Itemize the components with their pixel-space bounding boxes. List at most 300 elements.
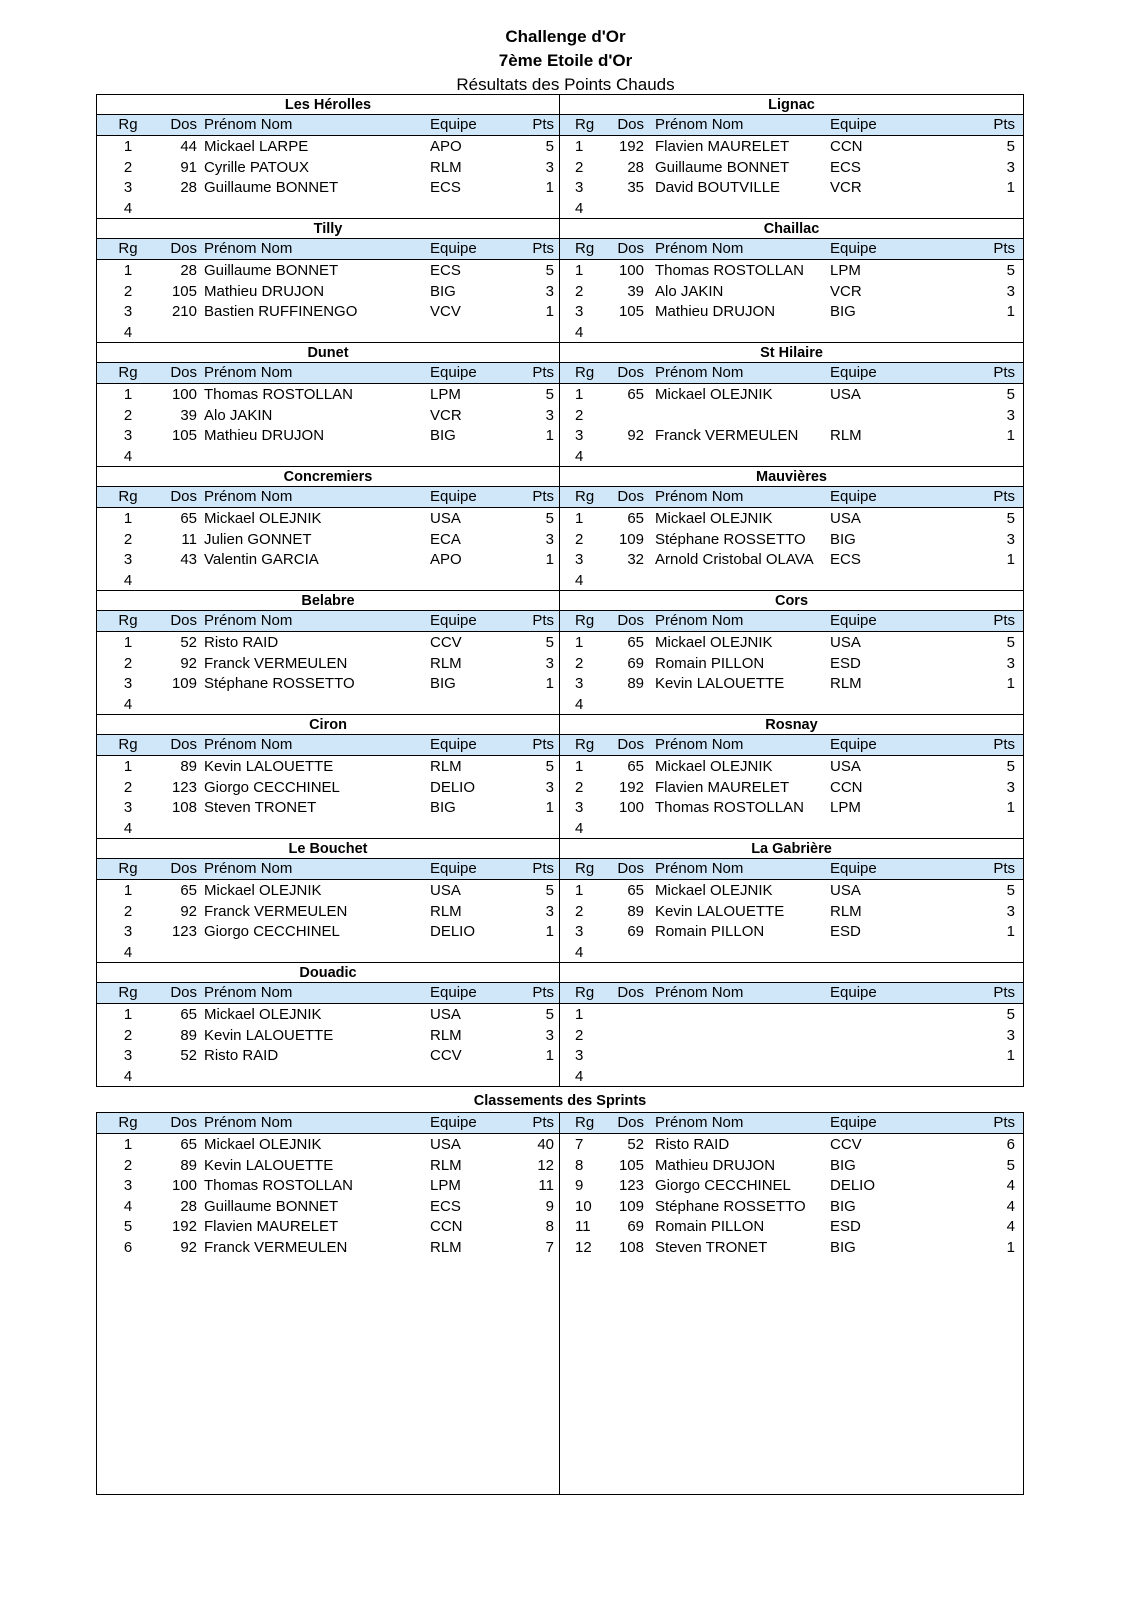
cell-nom: Thomas ROSTOLLAN <box>204 1177 353 1194</box>
stage-table <box>97 839 560 962</box>
cell-nom: Prénom Nom <box>204 612 293 629</box>
table-row <box>97 1066 559 1087</box>
cell-pts: Pts <box>532 116 554 133</box>
cell-dos: 123 <box>171 923 197 940</box>
stage-title: Les Hérolles <box>97 95 559 115</box>
cell-dos: 28 <box>627 158 644 176</box>
table-row <box>560 1045 1023 1066</box>
cell-rg: 4 <box>123 819 133 837</box>
table-row <box>560 529 1023 550</box>
cell-pts: 5 <box>1006 882 1015 899</box>
cell-rg: 1 <box>575 634 584 651</box>
cell-nom: Steven TRONET <box>204 799 317 816</box>
column-header-row <box>560 611 1023 632</box>
cell-rg: 1 <box>123 1136 133 1153</box>
column-header-row <box>97 239 559 260</box>
cell-eq: USA <box>830 634 861 651</box>
stage-table <box>97 591 560 714</box>
cell-nom: Franck VERMEULEN <box>655 427 799 444</box>
cell-eq: Equipe <box>830 240 877 257</box>
cell-eq: Equipe <box>830 860 877 877</box>
table-row <box>97 446 559 467</box>
column-header-row <box>560 487 1023 508</box>
stage-table <box>560 343 1023 466</box>
table-row <box>97 570 559 591</box>
column-header-row <box>560 363 1023 384</box>
cell-pts: 1 <box>1006 923 1015 940</box>
table-row <box>97 818 559 839</box>
cell-dos: 65 <box>627 510 644 527</box>
cell-dos: 65 <box>627 882 644 899</box>
cell-pts: 5 <box>545 882 554 899</box>
cell-dos: 11 <box>181 530 197 548</box>
stage-title <box>560 963 1023 983</box>
cell-rg: 2 <box>575 406 584 424</box>
cell-eq: ESD <box>830 923 861 940</box>
table-row <box>97 157 559 178</box>
cell-pts: Pts <box>532 240 554 257</box>
cell-dos: 39 <box>180 406 197 424</box>
table-row <box>560 1134 1023 1155</box>
cell-pts: 5 <box>1006 1006 1015 1023</box>
cell-rg: 3 <box>123 675 133 692</box>
table-row <box>97 1175 559 1196</box>
cell-dos: Dos <box>617 116 644 133</box>
cell-rg: 1 <box>123 510 133 527</box>
cell-pts: 3 <box>1006 530 1015 548</box>
table-row <box>560 942 1023 963</box>
cell-nom: Giorgo CECCHINEL <box>204 778 340 796</box>
cell-pts: 1 <box>545 179 554 196</box>
table-row <box>97 694 559 715</box>
stage-title: Belabre <box>97 591 559 611</box>
cell-dos: 35 <box>627 179 644 196</box>
cell-eq: Equipe <box>430 240 477 257</box>
stage-block <box>97 95 1023 219</box>
table-row <box>560 901 1023 922</box>
cell-nom: Risto RAID <box>204 634 279 651</box>
cell-eq: Equipe <box>430 116 477 133</box>
cell-pts: 1 <box>1006 799 1015 816</box>
cell-pts: 3 <box>1006 902 1015 920</box>
cell-dos: 91 <box>180 158 197 176</box>
stage-title: La Gabrière <box>560 839 1023 859</box>
cell-dos: 105 <box>618 1156 644 1174</box>
cell-rg: 4 <box>575 819 584 837</box>
stage-table <box>560 591 1023 714</box>
column-header-row <box>97 735 559 756</box>
cell-pts: 9 <box>545 1197 554 1215</box>
cell-eq: DELIO <box>430 923 476 940</box>
stage-table <box>560 219 1023 342</box>
table-row <box>97 384 559 405</box>
cell-pts: Pts <box>532 984 554 1001</box>
cell-eq: VCR <box>430 406 462 424</box>
cell-eq: ECS <box>430 1197 461 1215</box>
stage-block <box>97 467 1023 591</box>
cell-nom: Guillaume BONNET <box>655 158 790 176</box>
cell-pts: Pts <box>993 488 1015 505</box>
table-row <box>560 880 1023 901</box>
column-header-row <box>97 859 559 880</box>
cell-dos: 109 <box>171 675 197 692</box>
table-row <box>97 1237 559 1258</box>
cell-rg: 2 <box>123 1026 133 1044</box>
cell-eq: RLM <box>430 1238 462 1256</box>
cell-pts: 3 <box>1006 406 1015 424</box>
table-row <box>560 1216 1023 1237</box>
stage-title: Douadic <box>97 963 559 983</box>
cell-pts: 6 <box>1006 1136 1015 1153</box>
cell-dos: 92 <box>180 654 197 672</box>
cell-rg: 3 <box>123 799 133 816</box>
cell-nom: Giorgo CECCHINEL <box>655 1177 791 1194</box>
cell-nom: Prénom Nom <box>204 1114 293 1131</box>
cell-pts: 5 <box>1006 758 1015 775</box>
stage-title: St Hilaire <box>560 343 1023 363</box>
cell-dos: Dos <box>170 240 197 257</box>
cell-rg: 2 <box>575 158 584 176</box>
cell-nom: Prénom Nom <box>204 736 293 753</box>
cell-nom: Mickael OLEJNIK <box>655 510 773 527</box>
cell-dos: Dos <box>617 488 644 505</box>
cell-eq: CCN <box>830 138 863 155</box>
cell-eq: USA <box>430 1006 461 1023</box>
cell-pts: Pts <box>532 1114 554 1131</box>
cell-nom: Alo JAKIN <box>204 406 273 424</box>
cell-pts: Pts <box>532 736 554 753</box>
cell-nom: Prénom Nom <box>204 488 293 505</box>
table-row <box>560 1155 1023 1176</box>
cell-eq: BIG <box>830 530 856 548</box>
cell-rg: 2 <box>123 1156 133 1174</box>
cell-rg: 1 <box>123 758 133 775</box>
cell-eq: CCN <box>430 1218 463 1235</box>
table-row <box>560 1004 1023 1025</box>
cell-dos: 32 <box>627 551 644 568</box>
cell-nom: Prénom Nom <box>655 1114 744 1131</box>
cell-rg: 4 <box>575 447 584 465</box>
cell-dos: 69 <box>627 1218 644 1235</box>
column-header-row <box>97 487 559 508</box>
cell-nom: Mathieu DRUJON <box>204 282 325 300</box>
stage-table <box>97 963 560 1086</box>
table-row <box>97 880 559 901</box>
cell-eq: LPM <box>430 386 461 403</box>
stage-title: Cors <box>560 591 1023 611</box>
cell-nom: Risto RAID <box>204 1047 279 1064</box>
cell-dos: 89 <box>180 758 197 775</box>
cell-eq: Equipe <box>830 1114 877 1131</box>
cell-pts: 5 <box>545 634 554 651</box>
cell-dos: Dos <box>617 860 644 877</box>
cell-pts: 3 <box>1006 282 1015 300</box>
cell-nom: Prénom Nom <box>655 240 744 257</box>
cell-rg: 5 <box>123 1218 133 1235</box>
cell-pts: 3 <box>545 902 554 920</box>
table-row <box>97 756 559 777</box>
cell-rg: Rg <box>575 736 595 753</box>
cell-eq: BIG <box>430 282 456 300</box>
cell-pts: Pts <box>532 612 554 629</box>
cell-rg: Rg <box>118 364 138 381</box>
cell-dos: Dos <box>170 116 197 133</box>
table-row <box>560 198 1023 219</box>
cell-nom: Prénom Nom <box>655 116 744 133</box>
cell-pts: 5 <box>545 758 554 775</box>
cell-nom: Giorgo CECCHINEL <box>204 923 340 940</box>
table-row <box>560 301 1023 322</box>
cell-nom: Kevin LALOUETTE <box>204 1156 334 1174</box>
cell-eq: Equipe <box>430 612 477 629</box>
table-row <box>97 921 559 942</box>
cell-dos: 89 <box>180 1026 197 1044</box>
cell-pts: 1 <box>1006 551 1015 568</box>
cell-pts: 5 <box>1006 1156 1015 1174</box>
table-row <box>560 694 1023 715</box>
cell-pts: 3 <box>545 406 554 424</box>
cell-pts: Pts <box>532 860 554 877</box>
table-row <box>560 797 1023 818</box>
cell-rg: 6 <box>123 1238 133 1256</box>
table-row <box>97 1216 559 1237</box>
cell-pts: Pts <box>532 488 554 505</box>
cell-rg: 3 <box>575 427 584 444</box>
cell-rg: 4 <box>123 1197 133 1215</box>
cell-rg: 2 <box>123 158 133 176</box>
cell-pts: Pts <box>532 364 554 381</box>
column-header-row <box>560 239 1023 260</box>
stage-table <box>97 219 560 342</box>
cell-rg: 3 <box>575 923 584 940</box>
cell-dos: Dos <box>170 488 197 505</box>
cell-rg: 4 <box>575 1067 584 1085</box>
cell-pts: 4 <box>1006 1218 1015 1235</box>
cell-dos: Dos <box>170 860 197 877</box>
column-header-row <box>560 859 1023 880</box>
cell-rg: 1 <box>575 262 584 279</box>
table-row <box>560 1237 1023 1258</box>
cell-rg: Rg <box>575 240 595 257</box>
table-row <box>560 405 1023 426</box>
table-row <box>560 260 1023 281</box>
cell-nom: Alo JAKIN <box>655 282 724 300</box>
cell-dos: Dos <box>617 240 644 257</box>
table-row <box>560 756 1023 777</box>
cell-rg: Rg <box>118 240 138 257</box>
cell-rg: 2 <box>575 282 584 300</box>
cell-rg: 7 <box>575 1136 584 1153</box>
cell-eq: BIG <box>830 303 856 320</box>
cell-nom: Mickael LARPE <box>204 138 309 155</box>
cell-pts: 3 <box>545 654 554 672</box>
cell-dos: 89 <box>627 902 644 920</box>
column-header-row <box>97 983 559 1004</box>
cell-dos: 65 <box>180 882 197 899</box>
stage-block <box>97 591 1023 715</box>
table-row <box>97 632 559 653</box>
column-header-row <box>97 363 559 384</box>
table-row <box>560 921 1023 942</box>
cell-rg: 3 <box>123 1177 133 1194</box>
cell-eq: BIG <box>830 1197 856 1215</box>
stage-block <box>97 839 1023 963</box>
cell-nom: Stéphane ROSSETTO <box>655 530 806 548</box>
cell-rg: 4 <box>123 323 133 341</box>
cell-dos: 105 <box>171 282 197 300</box>
cell-pts: 3 <box>1006 158 1015 176</box>
cell-eq: RLM <box>830 675 862 692</box>
cell-pts: 1 <box>545 1047 554 1064</box>
cell-eq: Equipe <box>830 984 877 1001</box>
cell-eq: RLM <box>430 758 462 775</box>
cell-pts: 1 <box>545 675 554 692</box>
cell-eq: Equipe <box>830 612 877 629</box>
cell-nom: Prénom Nom <box>655 612 744 629</box>
stage-table <box>97 343 560 466</box>
table-row <box>560 446 1023 467</box>
table-row <box>560 322 1023 343</box>
table-row <box>560 549 1023 570</box>
cell-nom: Romain PILLON <box>655 1218 765 1235</box>
table-row <box>97 136 559 157</box>
cell-dos: Dos <box>170 364 197 381</box>
cell-eq: RLM <box>430 654 462 672</box>
cell-pts: 1 <box>545 551 554 568</box>
cell-nom: Bastien RUFFINENGO <box>204 303 358 320</box>
table-row <box>560 425 1023 446</box>
cell-rg: 3 <box>575 551 584 568</box>
table-row <box>560 1025 1023 1046</box>
table-row <box>560 1066 1023 1087</box>
cell-dos: 92 <box>180 1238 197 1256</box>
cell-nom: Thomas ROSTOLLAN <box>655 262 804 279</box>
cell-nom: Mickael OLEJNIK <box>655 634 773 651</box>
cell-eq: Equipe <box>830 364 877 381</box>
cell-rg: Rg <box>575 860 595 877</box>
cell-rg: 4 <box>123 571 133 589</box>
cell-nom: Romain PILLON <box>655 654 765 672</box>
stage-block <box>97 715 1023 839</box>
cell-nom: Valentin GARCIA <box>204 551 319 568</box>
cell-pts: 1 <box>1006 303 1015 320</box>
cell-rg: 3 <box>575 1047 584 1064</box>
cell-dos: 28 <box>180 179 197 196</box>
cell-dos: Dos <box>617 364 644 381</box>
cell-pts: Pts <box>993 240 1015 257</box>
cell-pts: Pts <box>993 116 1015 133</box>
stage-title: Ciron <box>97 715 559 735</box>
cell-eq: Equipe <box>430 488 477 505</box>
cell-pts: 5 <box>1006 510 1015 527</box>
cell-eq: USA <box>430 1136 461 1153</box>
cell-eq: BIG <box>430 799 456 816</box>
cell-nom: Prénom Nom <box>655 364 744 381</box>
cell-pts: 1 <box>545 427 554 444</box>
cell-dos: Dos <box>170 736 197 753</box>
cell-rg: 3 <box>575 799 584 816</box>
cell-eq: ESD <box>830 1218 861 1235</box>
cell-dos: 108 <box>618 1238 644 1256</box>
cell-rg: 4 <box>575 695 584 713</box>
cell-eq: USA <box>830 510 861 527</box>
cell-nom: Julien GONNET <box>204 530 312 548</box>
cell-eq: BIG <box>430 427 456 444</box>
table-row <box>560 281 1023 302</box>
cell-dos: 100 <box>171 1177 197 1194</box>
cell-pts: Pts <box>993 860 1015 877</box>
cell-eq: VCR <box>830 282 862 300</box>
cell-rg: 3 <box>575 675 584 692</box>
cell-pts: 3 <box>1006 778 1015 796</box>
table-row <box>560 384 1023 405</box>
cell-eq: BIG <box>430 675 456 692</box>
cell-pts: 3 <box>545 530 554 548</box>
cell-eq: LPM <box>830 262 861 279</box>
cell-rg: 1 <box>123 138 133 155</box>
cell-nom: Flavien MAURELET <box>655 138 790 155</box>
cell-pts: 11 <box>538 1177 554 1194</box>
cell-rg: Rg <box>118 860 138 877</box>
cell-rg: 1 <box>575 758 584 775</box>
cell-rg: 2 <box>123 654 133 672</box>
cell-pts: 5 <box>1006 138 1015 155</box>
cell-eq: Equipe <box>830 488 877 505</box>
cell-pts: 5 <box>545 262 554 279</box>
cell-dos: Dos <box>617 736 644 753</box>
cell-dos: 92 <box>627 427 644 444</box>
cell-rg: 3 <box>123 303 133 320</box>
table-row <box>97 549 559 570</box>
cell-nom: Mickael OLEJNIK <box>655 386 773 403</box>
table-row <box>97 797 559 818</box>
cell-rg: 8 <box>575 1156 584 1174</box>
cell-nom: Kevin LALOUETTE <box>204 1026 334 1044</box>
cell-rg: 4 <box>575 943 584 961</box>
stage-table <box>97 467 560 590</box>
cell-rg: 4 <box>123 447 133 465</box>
stage-block <box>97 219 1023 343</box>
column-header-row <box>560 983 1023 1004</box>
cell-nom: Mickael OLEJNIK <box>655 758 773 775</box>
stage-title: Rosnay <box>560 715 1023 735</box>
cell-dos: 192 <box>618 778 644 796</box>
cell-dos: 89 <box>180 1156 197 1174</box>
cell-dos: 65 <box>627 386 644 403</box>
document-subtitle: Résultats des Points Chauds <box>456 75 675 94</box>
cell-dos: 192 <box>618 138 644 155</box>
cell-rg: 1 <box>575 386 584 403</box>
cell-rg: 2 <box>575 1026 584 1044</box>
column-header-row <box>97 115 559 136</box>
table-row <box>97 260 559 281</box>
cell-pts: 1 <box>545 923 554 940</box>
cell-rg: Rg <box>118 488 138 505</box>
cell-eq: ECA <box>430 530 461 548</box>
column-header-row <box>97 1113 559 1134</box>
cell-dos: 100 <box>618 799 644 816</box>
sprint-ranking-column <box>97 1113 560 1494</box>
table-row <box>97 777 559 798</box>
cell-eq: CCN <box>830 778 863 796</box>
table-row <box>97 508 559 529</box>
cell-eq: DELIO <box>430 778 476 796</box>
cell-nom: Guillaume BONNET <box>204 1197 339 1215</box>
sprint-ranking-title: Classements des Sprints <box>473 1093 647 1109</box>
stage-title: Le Bouchet <box>97 839 559 859</box>
table-row <box>97 301 559 322</box>
stage-table <box>560 95 1023 218</box>
